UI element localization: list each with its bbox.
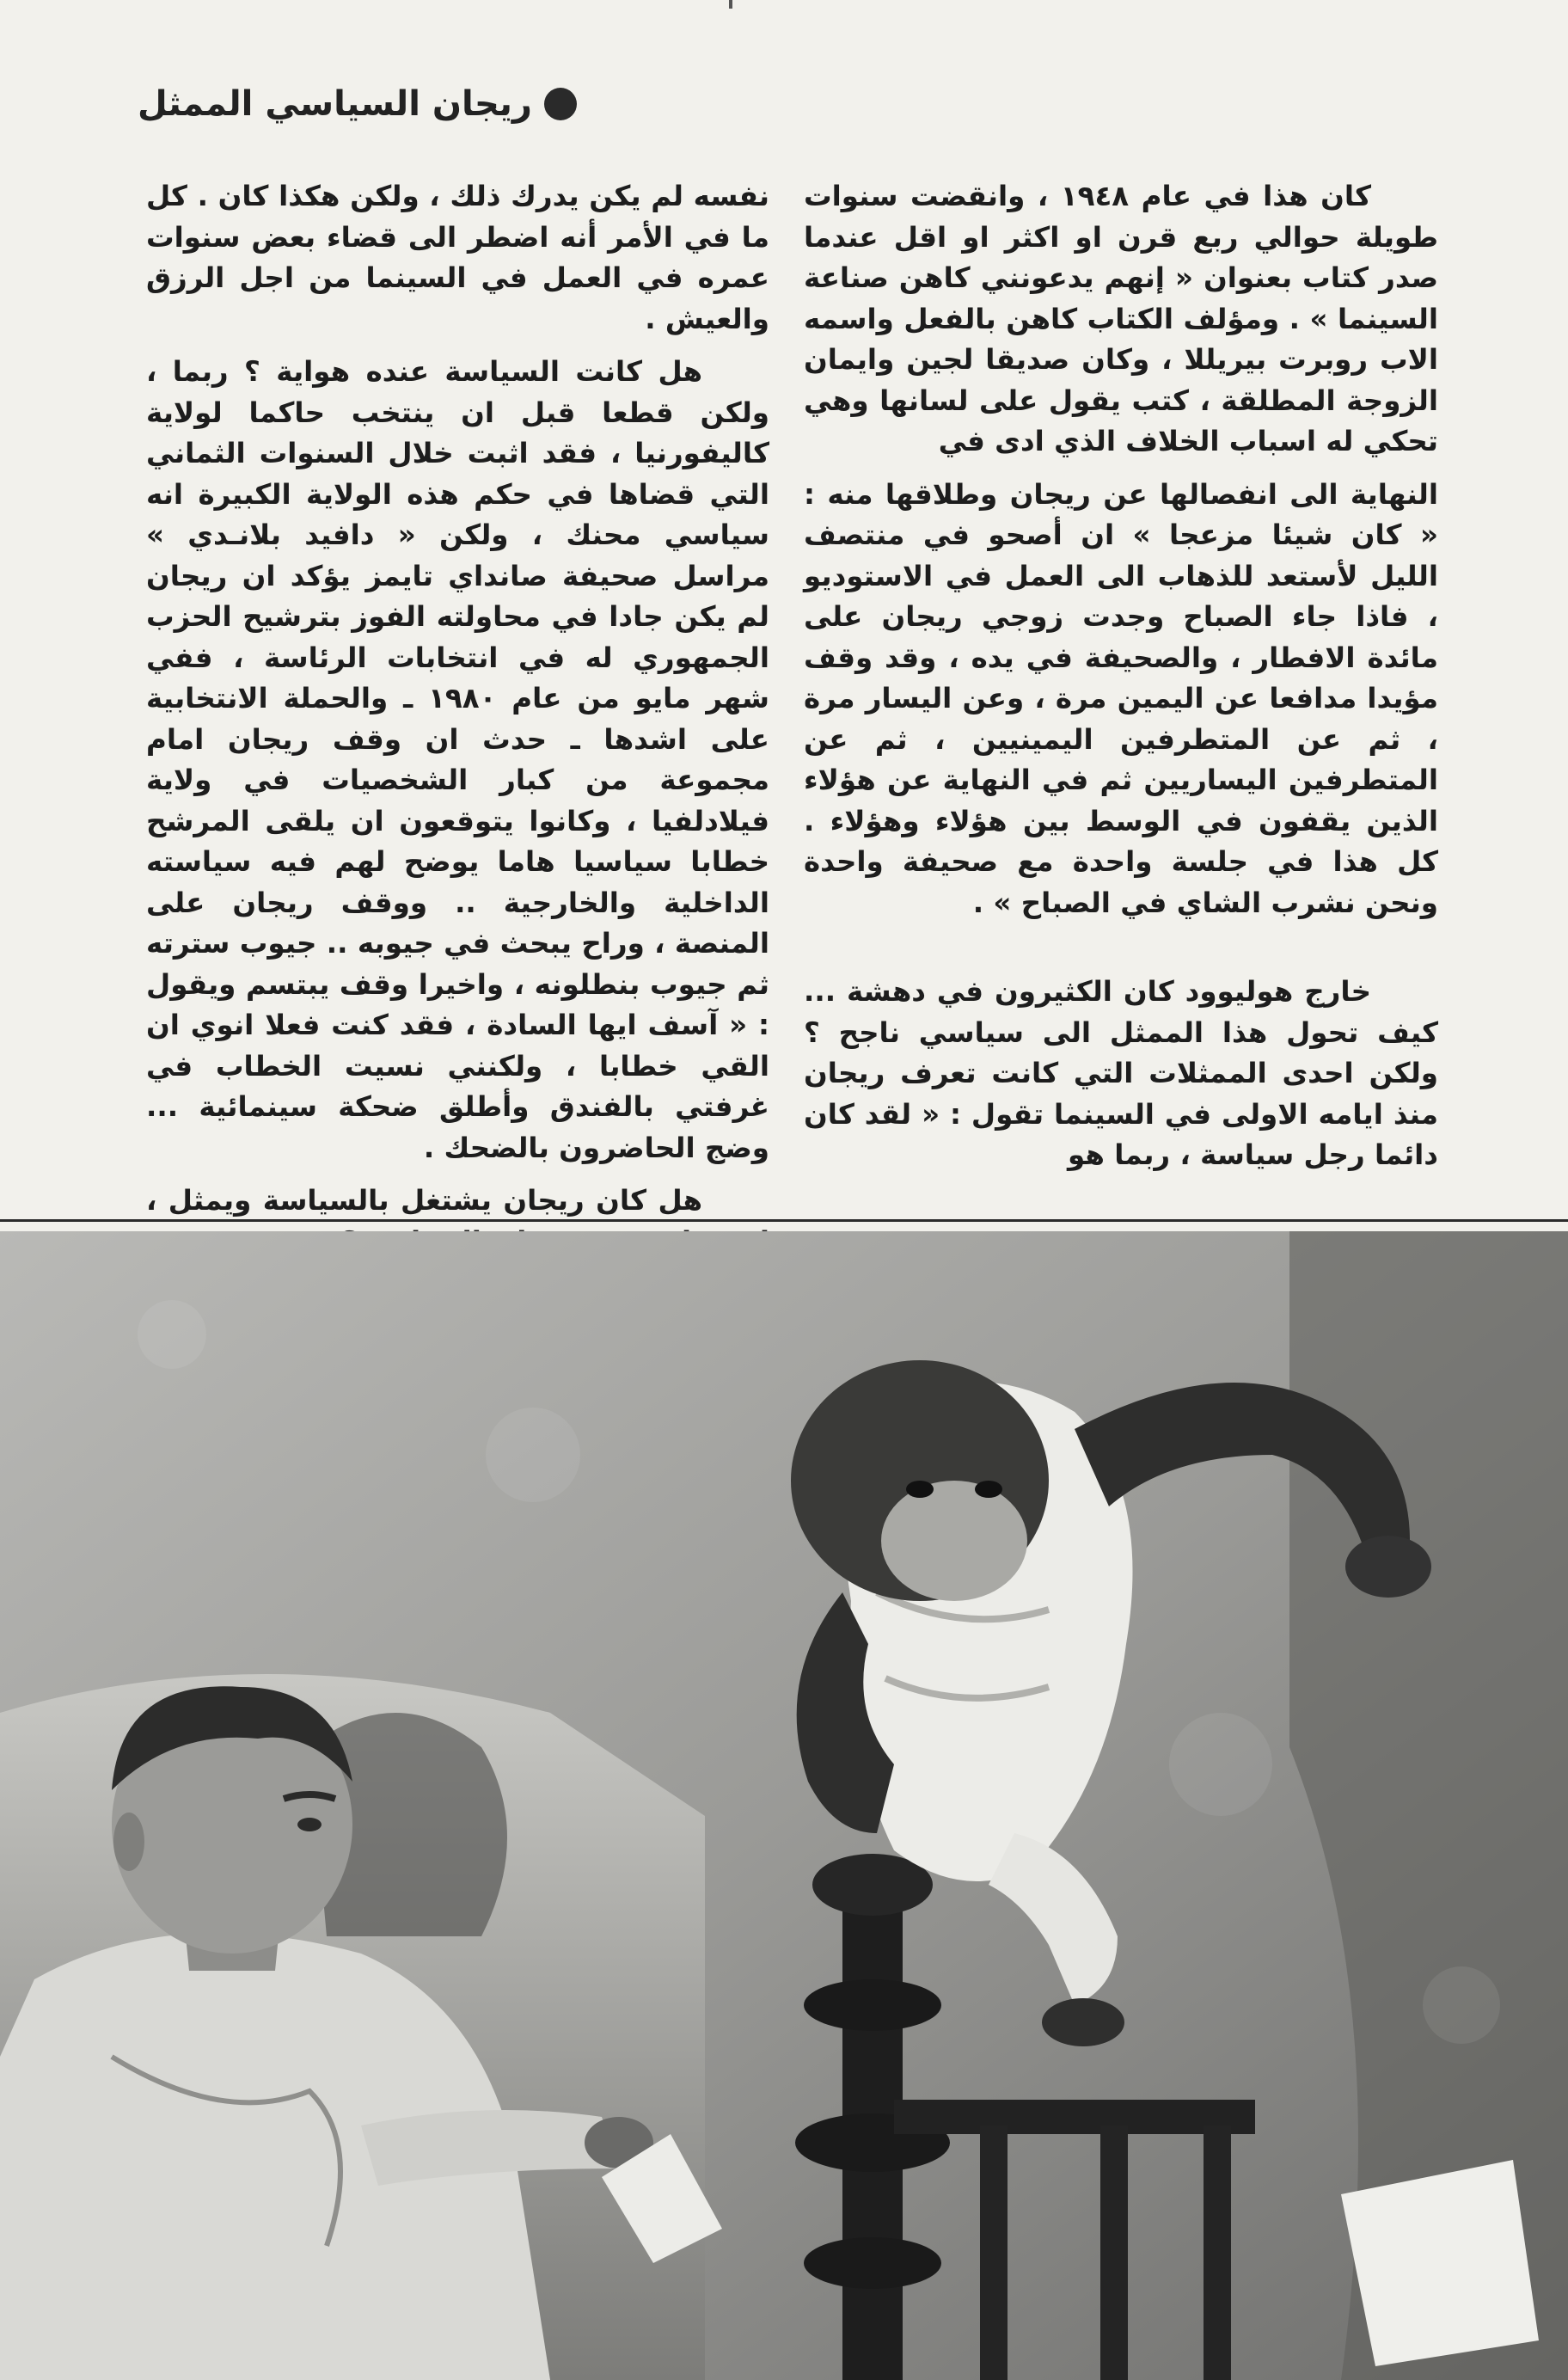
paragraph: هل كان ريجان يشتغل بالسياسة ويمثل ،	[146, 1184, 702, 1217]
paragraph: النهاية الى انفصالها عن ريجان وطلاقها منه : « كان شيئا مزعجا » ان أصحو في منتصف الليل لأستعد للذهاب الى العمل في الاستوديو ، فاذا جاء الصباح وجدت زوجي ريجان على مائدة الافطار ، والصحيفة في يده ، وقد وقف مؤيدا مدافعا عن اليمين مرة ، وعن اليسار مرة ، ثم عن المتطرفين اليمينيين ، ثم عن المتطرفين اليساريين ثم في النهاية عن هؤلاء الذين يقفون في الوسط بين هؤلاء وهؤلاء . كل هذا في جلسة واحدة مع صحيفة واحدة ونحن نشرب الشاي في الصباح » .	[804, 477, 1438, 919]
article-photo	[0, 1231, 1568, 2380]
photo-divider-rule	[0, 1219, 1568, 1222]
header-bullet-icon	[544, 88, 577, 120]
paragraph: كان هذا في عام ١٩٤٨ ، وانقضت سنوات طويلة حوالي ربع قرن او اكثر او اقل عندما صدر كتاب بعنوان « إنهم يدعونني كاهن صناعة السينما » . ومؤلف الكتاب كاهن بالفعل واسمه الاب روبرت بيريللا ، وكان صديقا لجين وايمان الزوجة المطلقة ، كتب يقول على لسانها وهي تحكي له اسباب الخلاف الذي ادى في	[804, 180, 1438, 457]
paragraph: خارج هوليوود كان الكثيرون في دهشة ... كيف تحول هذا الممثل الى سياسي ناجح ؟ ولكن احدى الممثلات التي كانت تعرف ريجان منذ ايامه الاولى في السينما تقول : « لقد كان دائما رجل سياسة ، ربما هو	[804, 975, 1438, 1171]
section-header	[138, 84, 577, 124]
article-column-left	[146, 176, 769, 1262]
page-edge-mark	[729, 0, 732, 9]
photo-illustration	[0, 1231, 1568, 2380]
header-title: ريجان السياسي الممثل	[138, 84, 532, 124]
paragraph: نفسه لم يكن يدرك ذلك ، ولكن هكذا كان . كل ما في الأمر أنه اضطر الى قضاء بعض سنوات عمره في العمل في السينما من اجل الرزق والعيش .	[146, 180, 769, 335]
paragraph: هل كانت السياسة عنده هواية ؟ ربما ، ولكن قطعا قبل ان ينتخب حاكما لولاية كاليفورنيا ، فقد اثبت خلال السنوات الثماني التي قضاها في حكم هذه الولاية الكبيرة انه سياسي محنك ، ولكن « دافيد بلانـدي » مراسل صحيفة صانداي تايمز يؤكد ان ريجان لم يكن جادا في محاولته الفوز بترشيح الحزب الجمهوري له في انتخابات الرئاسة ، ففي شهر مايو من عام ١٩٨٠ ـ والحملة الانتخابية على اشدها ـ حدث ان وقف ريجان امام مجموعة من كبار الشخصيات في ولاية فيلادلفيا ، وكانوا يتوقعون ان يلقى المرشح خطابا سياسيا هاما يوضح لهم فيه سياسته الداخلية والخارجية .. ووقف ريجان على المنصة ، وراح يبحث في جيوبه .. جيوب سترته ثم جيوب بنطلونه ، واخيرا وقف يبتسم ويقول : « آسف ايها السادة ، فقد كنت فعلا انوي ان القي خطابا ، ولكنني نسيت الخطاب في غرفتي بالفندق وأطلق ضحكة سينمائية ... وضج الحاضرون بالضحك .	[146, 355, 770, 1164]
article-column-right	[804, 176, 1438, 1176]
